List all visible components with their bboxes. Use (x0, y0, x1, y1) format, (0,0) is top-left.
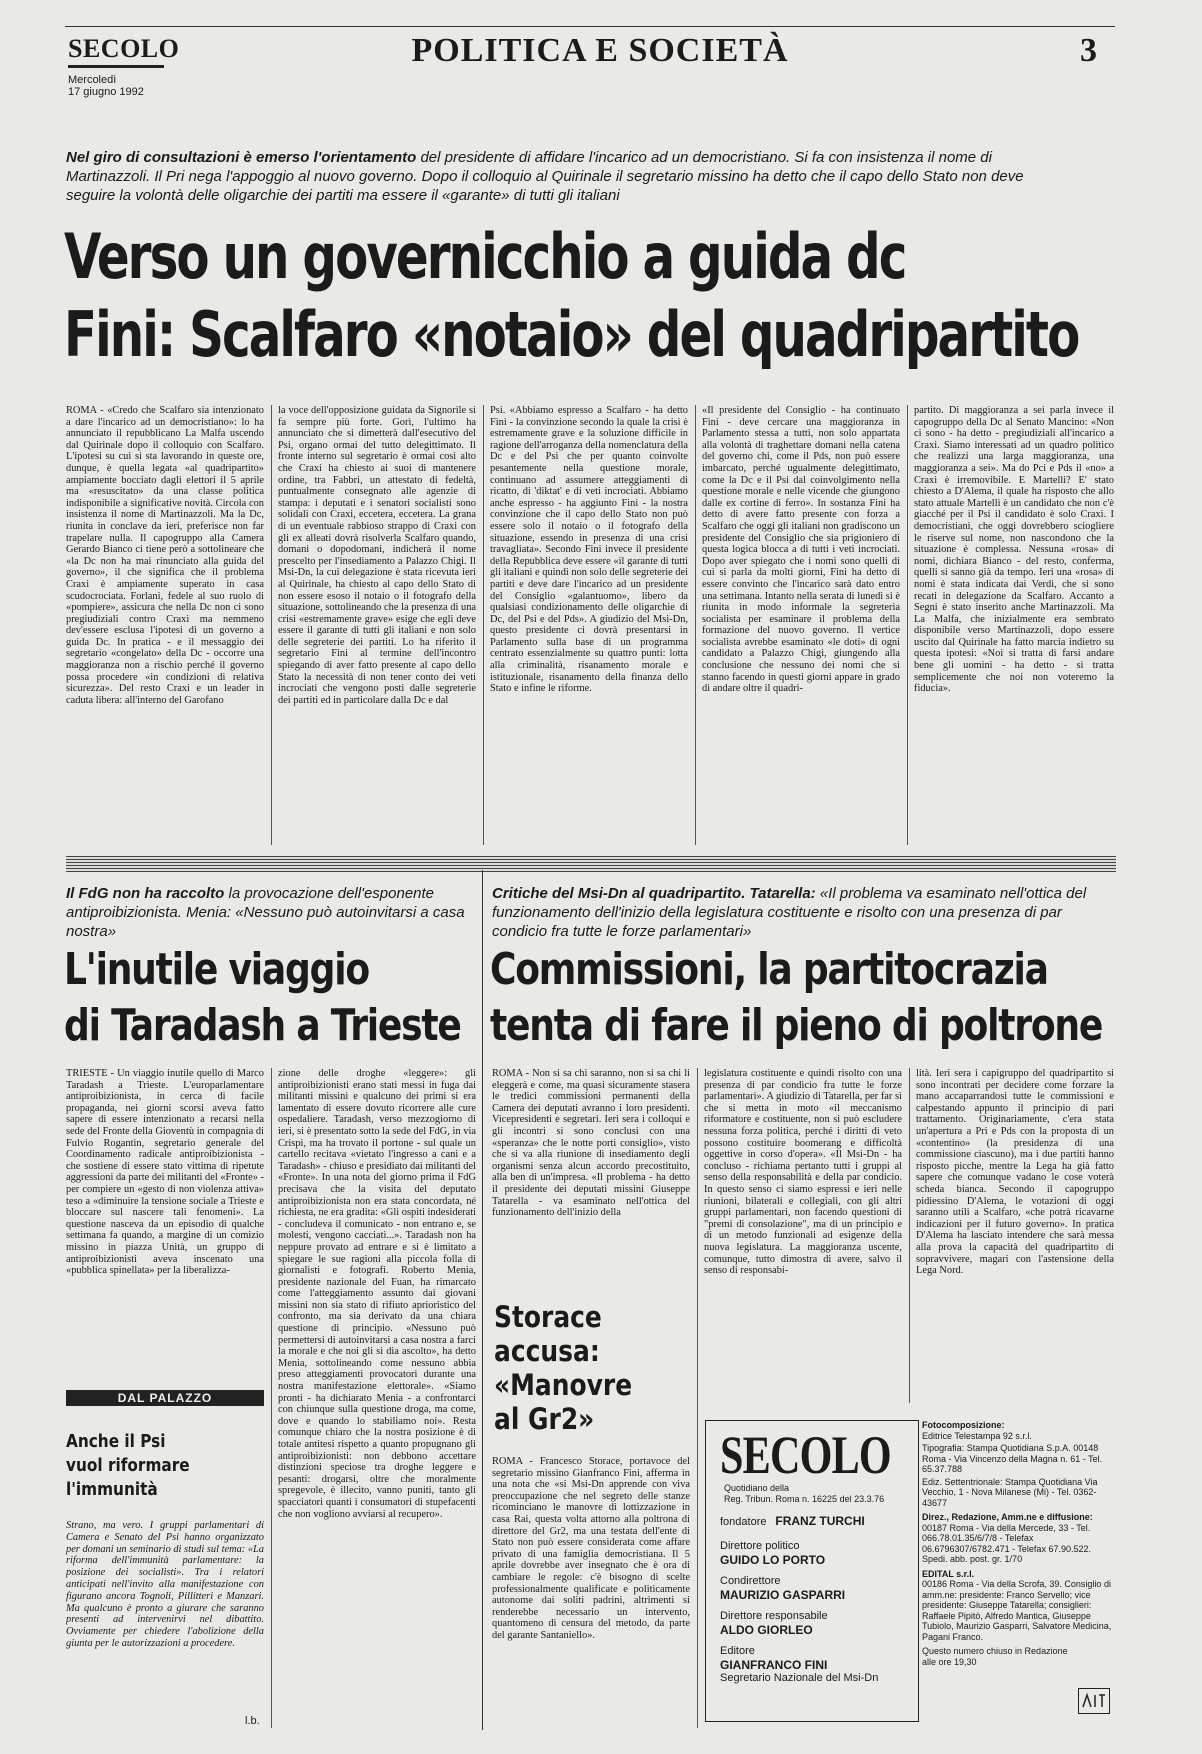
right-column-3: lità. Ieri sera i capigruppo del quadripartito si sono incontrati per decidere come forzare la mano accaparrandosi tutte le commissioni e calpestando appunto il principio di pari trattamento. Originariamente, c'era stata un'apertura a Pri e Pds con la proposta di un «contentino» (la presidenza di una commissione ciascuno), ma i due partiti hanno risposto picche, mentre la Lega ha già fatto sapere che comunque vadano le cose voterà scheda bianca. Secondo il capogruppo pidiessino D'Alema, le votazioni di oggi saranno utili a Scalfaro, «che potrà ricavarne indicazioni per il futuro governo». In pratica D'Alema ha lasciato intendere che sarà messa alla prova la capacità del quadripartito di sopravvivere, magari con l'astensione della Lega Nord. (916, 1068, 1114, 1277)
staff-founder: fondatore FRANZ TURCHI (720, 1514, 865, 1528)
dal-palazzo-label: DAL PALAZZO (66, 1390, 264, 1406)
left-headline-line2: di Taradash a Trieste (64, 1000, 461, 1051)
top-rule (65, 26, 1115, 27)
staff-box (705, 1420, 919, 1722)
lead-column-3: Psi. «Abbiamo espresso a Scalfaro - ha detto Fini - la convinzione secondo la quale la crisi è estremamente grave e la soluzione difficile in ragione dell'arroganza della nomenclatura della Dc e del Psi che per quanto coinvolte pesantemente nella questione morale, continuano ad assumere atteggiamenti di ricatto, di 'diktat' e di veti incrociati. Abbiamo anche espresso - ha aggiunto Fini - la nostra convinzione che il capo dello Stato non può essere solo il notaio o il fotografo della situazione, essendo in presenza di una crisi travagliata». Secondo Fini invece il presidente della Repubblica deve essere «il garante di tutti gli italiani e quindi non solo delle segreterie dei partiti e deve dare l'incarico ad un presidente del Consiglio «galantuomo», libero da qualsiasi condizionamento delle oligarchie di Dc, del Psi e del Pds». A giudizio del Msi-Dn, questo presidente ci dovrà presentarsi in Parlamento sulla base di un programma centrato essenzialmente su quattro punti: lotta alla criminalità, risanamento morale e istituzionale, risanamento della finanza dello Stato e infine le riforme. (490, 405, 688, 695)
staff-responsible: Direttore responsabile ALDO GIORLEO (720, 1610, 828, 1637)
lead-column-1: ROMA - «Credo che Scalfaro sia intenzionato a dare l'incarico ad un democristiano»: lo ha annunciato il repubblicano La Malfa uscendo dal Quirinale dopo il colloquio con Scalfaro. L'ipotesi su cui si sta lavorando in queste ore, dunque, è quella legata «al quadripartito» ampiamente bocciato dagli elettori il 5 aprile ma «resuscitato» da una classe politica indisponibile a significative novità. Circola con insistenza il nome di Martinazzoli. Ma la Dc, riunita in conclave da ieri, preferisce non far trapelare nulla. Il capogruppo alla Camera Gerardo Bianco ci tiene però a sottolineare che «la Dc non ha mai rinunciato alla guida del governo», il che significa che il problema Craxi è ampiamente superato in casa scudocrociata. Forlani, fedele al suo ruolo di «pompiere», assicura che nella Dc non ci sono pregiudiziali contro Craxi ma nemmeno dev'essere esclusa l'ipotesi di un governo a guida Dc. In pratica - e il messaggio dei segretario «congelato» della Dc - occorre una maggioranza non a rischio perché il governo possa procedere «in condizioni di relativa sicurezza». Del resto Craxi e un leader in caduta libera: all'interno del Garofano (66, 405, 264, 706)
page-number: 3 (1080, 32, 1097, 69)
lead-column-5: partito. Di maggioranza a sei parla invece il capogruppo della Dc al Senato Mancino: «Non ci sono - ha detto - pregiudiziali all'incarico a Craxi. Siamo interessati ad un quadro politico che realizzi una larga maggioranza, una maggioranza a sei». Ma do Pci e Pds il «no» a Craxi è irremovibile. E Martelli? E' stato chiesto a D'Alema, il quale ha risposto che allo stato attuale Martelli è un candidato che non c'è giacché per il Psi il candidato è solo Craxi. I democristiani, che oggi dovrebbero sciogliere le riserve sul nome, non nascondono che la situazione è complessa. Nessuna «rosa» di nomi, dichiara Bianco - del resto, conferma, quelli si sanno già da tempo. Ieri una «rosa» di nomi è stata indicata dai Verdi, che si sono recati in delegazione da Scalfaro. Accanto a Segni è stato inserito anche Martinazzoli. Ma La Malfa, che inizialmente era sembrato disponibile verso Martinazzoli, dopo essere uscito dal Quirinale ha fatto marcia indietro su questa ipotesi: «Noi si tratta di farsi andare bene gli uomini - ha detto - si tratta semplicemente che noi non voteremo la fiducia». (914, 405, 1114, 695)
staff-details: Fotocomposizione: Editrice Telestampa 92 s.r.l. Tipografia: Stampa Quotidiana S.p.A. 00148 Roma - Via Vincenzo della Magna n. 61 - Tel. 65.37.788 Ediz. Settentrionale: Stampa Quotidiana Via Vecchio, 1 - Nova Milanese (Mi) - Tel. 0362-43677 Direz., Redazione, Amm.ne e diffusione: 00187 Roma - Via della Mercede, 33 - Tel. 066.78.01.35/6/7/8 - Telefax 06.6796307/6782.471 - Telefax 67.90.522. Spedi. abb. post. gr. 1/70 EDITAL s.r.l. 00186 Roma - Via della Scrofa, 39. Consiglio di amm.ne: presidente: Franco Servello; vice presidente: Giuseppe Tatarella; consiglieri: Raffaele Pipitò, Alfredo Mantica, Giuseppe Tubiolo, Maurizio Gasparri, Salvatore Medicina, Pagani Franco. Questo numero chiuso in Redazione alle ore 19,30 (922, 1420, 1112, 1667)
right-headline-line1: Commissioni, la partitocrazia (490, 944, 1048, 995)
storace-text: ROMA - Francesco Storace, portavoce del segretario missino Gianfranco Fini, afferma in una nota che «si Msi-Dn apprende con viva preoccupazione che nel segreto delle stanze ricominciano le manovre di lottizzazione in casa Rai, questa volta attorno alla poltrona di direttore del Gr2, ma una testata dell'ente di Stato non può essere considerata come affare privato di una famiglia democristiana. Il 5 aprile dovrebbe aver insegnato che è ora di cambiare le regole: c'è bisogno di scelte professionalmente qualificate e politicamente autonome dai soliti padrini, altrimenti si renderebbe necessario un intervento, quantomeno di censura del metodo, da parte del garante Santaniello». (492, 1456, 690, 1641)
column-divider (695, 405, 696, 845)
storace-headline: Storace accusa: «Manovre al Gr2» (494, 1300, 633, 1436)
column-divider (271, 405, 272, 845)
section-title: POLITICA E SOCIETÀ (411, 32, 789, 69)
staff-logo: SECOLO (720, 1425, 891, 1485)
staff-registration: Reg. Tribun. Roma n. 16225 del 23.3.76 (724, 1493, 885, 1504)
hatched-divider (66, 856, 1116, 872)
staff-subtitle: Quotidiano della (724, 1483, 790, 1493)
lead-headline-line2: Fini: Scalfaro «notaio» del quadripartito (64, 298, 1079, 371)
column-divider (483, 405, 484, 845)
column-divider (271, 1068, 272, 1728)
masthead-logo: SECOLO (68, 34, 179, 68)
lead-column-2: la voce dell'opposizione guidata da Signorile si fa sempre più forte. Gorì, l'ultimo ha annunciato che si dimetterà dall'esecutivo del Psi, organo ormai del tutto delegittimato. Il fronte interno sul segretario è ormai così alto che Craxi ha chiesto ai suoi di mantenere ordine, tra Fabbri, un attestato di fedeltà, puntualmente consegnato alle agenzie di stampa: i deputati e i senatori socialisti sono solidali con Craxi, eccetera, eccetera. La grana di un eventuale rabbioso strappo di Craxi con gli ex alleati dovrà risolverla Scalfaro quando, domani o dopodomani, indicherà il nome prescelto per l'insediamento a Palazzo Chigi. Il Msi-Dn, la cui delegazione è stata ricevuta ieri al Quirinale, ha chiesto al capo dello Stato di non essere esoso il notaio o il fotografo della situazione, sottolineando che la presenza di una crisi «estremamente grave» esige che egli deve essere il garante di tutti gli italiani e non solo delle segreterie dei partiti. Lo ha riferito il segretario Fini al termine dell'incontro spiegando di aver fatto presente al capo dello Stato la necessità di non tener conto dei veti incrociati che vengono posti dalle segreterie dei partiti ed in particolare dalla Dc e dal (278, 405, 476, 706)
left-column-1: TRIESTE - Un viaggio inutile quello di Marco Taradash a Trieste. L'europarlamentare antiproibizionista, in cerca di facile propaganda, nei giorni scorsi aveva fatto sapere di essere intenzionato a recarsi nella sede del Fronte della Gioventù in compagnia di Fulvio Rogantin, segretario generale del Coordinamento radicale antiproibizionista - che sostiene di essere stato vittima di ripetute aggressioni da parte dei militanti del «Fronte» - per compiere un «gesto di non violenza attiva» teso a «diminuire la tensione sociale a Trieste e bloccare sul nascere tali fenomeni». La questione nasceva da un episodio di qualche settimana fa quando, a margine di un comizio missino in piazza Unità, un gruppo di antiproibizionisti aveva inscenato una «pubblica spinellata» per la liberalizza- (66, 1068, 264, 1277)
dal-palazzo-headline: Anche il Psi vuol riformare l'immunità (66, 1431, 190, 1500)
right-deck: Critiche del Msi-Dn al quadripartito. Tatarella: «Il problema va esaminato nell'ottica del funzionamento dell'inizio della legislatura costituente e risolto con una presenza di par condicio fra tutte le forze parlamentari» (492, 885, 1087, 940)
story-separator (482, 870, 483, 1730)
right-column-1: ROMA - Non si sa chi saranno, non si sa chi li eleggerà e come, ma quasi sicuramente stasera le tredici commissioni permanenti della Camera dei deputati avranno i loro presidenti. Vicepresidenti e segretari. Ieri sera i colloqui e gli incontri si sono conclusi con una «speranza» che le notte porti consiglio», visto che si va alla riunione di insediamento degli organismi senza alcun accordo precostituito, alla ben di un'impresa. «Il problema - ha detto il presidente dei deputati missini Giuseppe Tatarella - va esaminato nell'ottica del funzionamento dell'inizio della (492, 1068, 690, 1219)
right-headline-line2: tenta di fare il pieno di poltrone (490, 1000, 1103, 1051)
column-divider (907, 405, 908, 845)
column-divider (697, 1068, 698, 1728)
lead-column-4: «Il presidente del Consiglio - ha continuato Fini - deve cercare una maggioranza in Parlamento stessa a tutti, non solo appartata alla volontà di traghettare domani nella catena del governo chi, come il Pds, non può essere imbarcato, perché ugualmente delegittimato, come la Dc e il Psi dal coinvolgimento nella questione morale e nelle vicende che giungono dalle ex cortine di ferro». In sostanza Fini ha detto di avere fatto presente con forza a Scalfaro che oggi gli italiani non gradiscono un presidente del Consiglio che sia prigioniero di questa logica blocca a di tutti i veti incrociati. Dopo aver spiegato che i nomi sono quelli di cui si parla da molti giorni, Fini ha detto di essere convinto che l'incarico sarà dato entro una settimana. Intanto nella serata di lunedì si è riunita in modo informale la segreteria socialista per esaminare il problema della formazione del nuovo governo. Il vertice socialista avrebbe esaminato «le doti» di ogni candidato a Palazzo Chigi, giungendo alla conclusione che nessuno dei nomi che si stanno facendo in questi giorni appare in grado di andare oltre il quadri- (702, 405, 900, 695)
staff-codirector: Condirettore MAURIZIO GASPARRI (720, 1575, 846, 1602)
right-column-2: legislatura costituente e quindi risolto con una presenza di par condicio fra tutte le forze parlamentari». A giudizio di Tatarella, per far sì che si metta in moto «il meccanismo riformatore e costituente, non si può escludere nessuna forza politica, perché i diritti di veto possono costituire boomerang e difficoltà oggettive in corso d'opera». «Il Msi-Dn - ha concluso - richiama pertanto tutti i gruppi al senso della responsabilità e della par condicio. In questo senso ci siamo espressi e ieri nelle riunioni, bilaterali e collegiali, con gli altri gruppi parlamentari, non facendo questioni di "premi di consolazione", ma di un principio e di un metodo funzionali ad esigenze della nuova legislatura. La maggioranza uscente, comunque, tutto dimostra di avere, salvo il senso di responsabi- (704, 1068, 902, 1277)
staff-director: Direttore politico GUIDO LO PORTO (720, 1540, 826, 1567)
left-headline-line1: L'inutile viaggio (64, 944, 369, 995)
left-deck: Il FdG non ha raccolto la provocazione dell'esponente antiproibizionista. Menia: «Nessuno può autoinvitarsi a casa nostra» (66, 885, 465, 940)
column-divider (909, 1068, 910, 1403)
dal-palazzo-signature: l.b. (245, 1715, 260, 1727)
union-label-icon (1078, 1688, 1110, 1714)
dal-palazzo-text: Strano, ma vero. I gruppi parlamentari di Camera e Senato del Psi hanno organizzato per domani un seminario di studi sul tema: «La riforma dell'immunità parlamentare: la posizione dei socialisti». Tra i relatori anticipati nell'invito alla manifestazione con figurano ancora Tognoli, Pillitteri e Manzari. Ma qualcuno è pronto a giurare che saranno presenti ad intervenirvi nel dibattito. Ovviamente per chiedere l'abolizione della giunta per le autorizzazioni a procedere. (66, 1520, 264, 1649)
left-column-2: zione delle droghe «leggere»: gli antiproibizionisti erano stati messi in fuga dai militanti missini e qualcuno dei primi si era lamentato di essere dovuto ricorrere alle cure ospedaliere. Taradash, verso mezzogiorno di ieri, si è presentato sotto la sede del FdG, in via Crispi, ma ha trovato il portone - sul quale un cartello recitava «vietato l'ingresso a cani e a Taradash» - chiuso e presidiato dai militanti del «Fronte». In una nota del giorno prima il FdG precisava che la visita del deputato antiproibizionista non era stata concordata, né richiesta, ne era gradita: «Gli ospiti indesiderati - concludeva il comunicato - non entrano e, se molesti, vengono cacciati...». Taradash non ha neppure provato ad entrare e si è limitato a spiegare le sue ragioni alla piccola folla di giornalisti e fotografi. Roberto Menia, presidente nazionale del Fuan, ha rimarcato come l'atteggiamento assunto dai giovani missini non sia stato di rifiuto aprioristico del confronto, ma sia derivato da una chiara questione di principio. «Nessuno può permettersi di autoinvitarsi a casa nostra a farci la morale e che noi gli si dia ascolto», ha detto Menia, sottolineando come nessuno abbia preso atteggiamenti provocatori durante una nostra manifestazione elettorale». «Siamo pronti - ha dichiarato Menia - a confrontarci con chiunque sulla questione droga, ma come, dove e quando lo stabiliamo noi». Resta comunque chiaro che la nostra posizione è di totale antitesi rispetto a quanto propugnano gli antiproibizionisti: non debbono accettare distinzioni speciose tra droghe leggere e pesanti: drogarsi, oltre che moralmente spregevole, è illecito, vanno puniti, tanto gli spacciatori quanti i consumatori di stupefacenti che non vogliono avviarsi al recupero». (278, 1068, 476, 1520)
lead-headline-line1: Verso un governicchio a guida dc (64, 220, 906, 293)
issue-date: Mercoledì 17 giugno 1992 (68, 74, 144, 98)
staff-editor: Editore GIANFRANCO FINI Segretario Nazionale del Msi-Dn (720, 1645, 879, 1684)
lead-deck: Nel giro di consultazioni è emerso l'orientamento del presidente di affidare l'incarico ad un democristiano. Si fa con insistenza il nome di Martinazzoli. Il Pri nega l'appoggio al nuovo governo. Dopo il colloquio al Quirinale il segretario missino ha detto che il capo dello Stato non deve seguire la volontà delle oligarchie dei partiti ma essere il «garante» di tutti gli italiani (66, 149, 1024, 204)
